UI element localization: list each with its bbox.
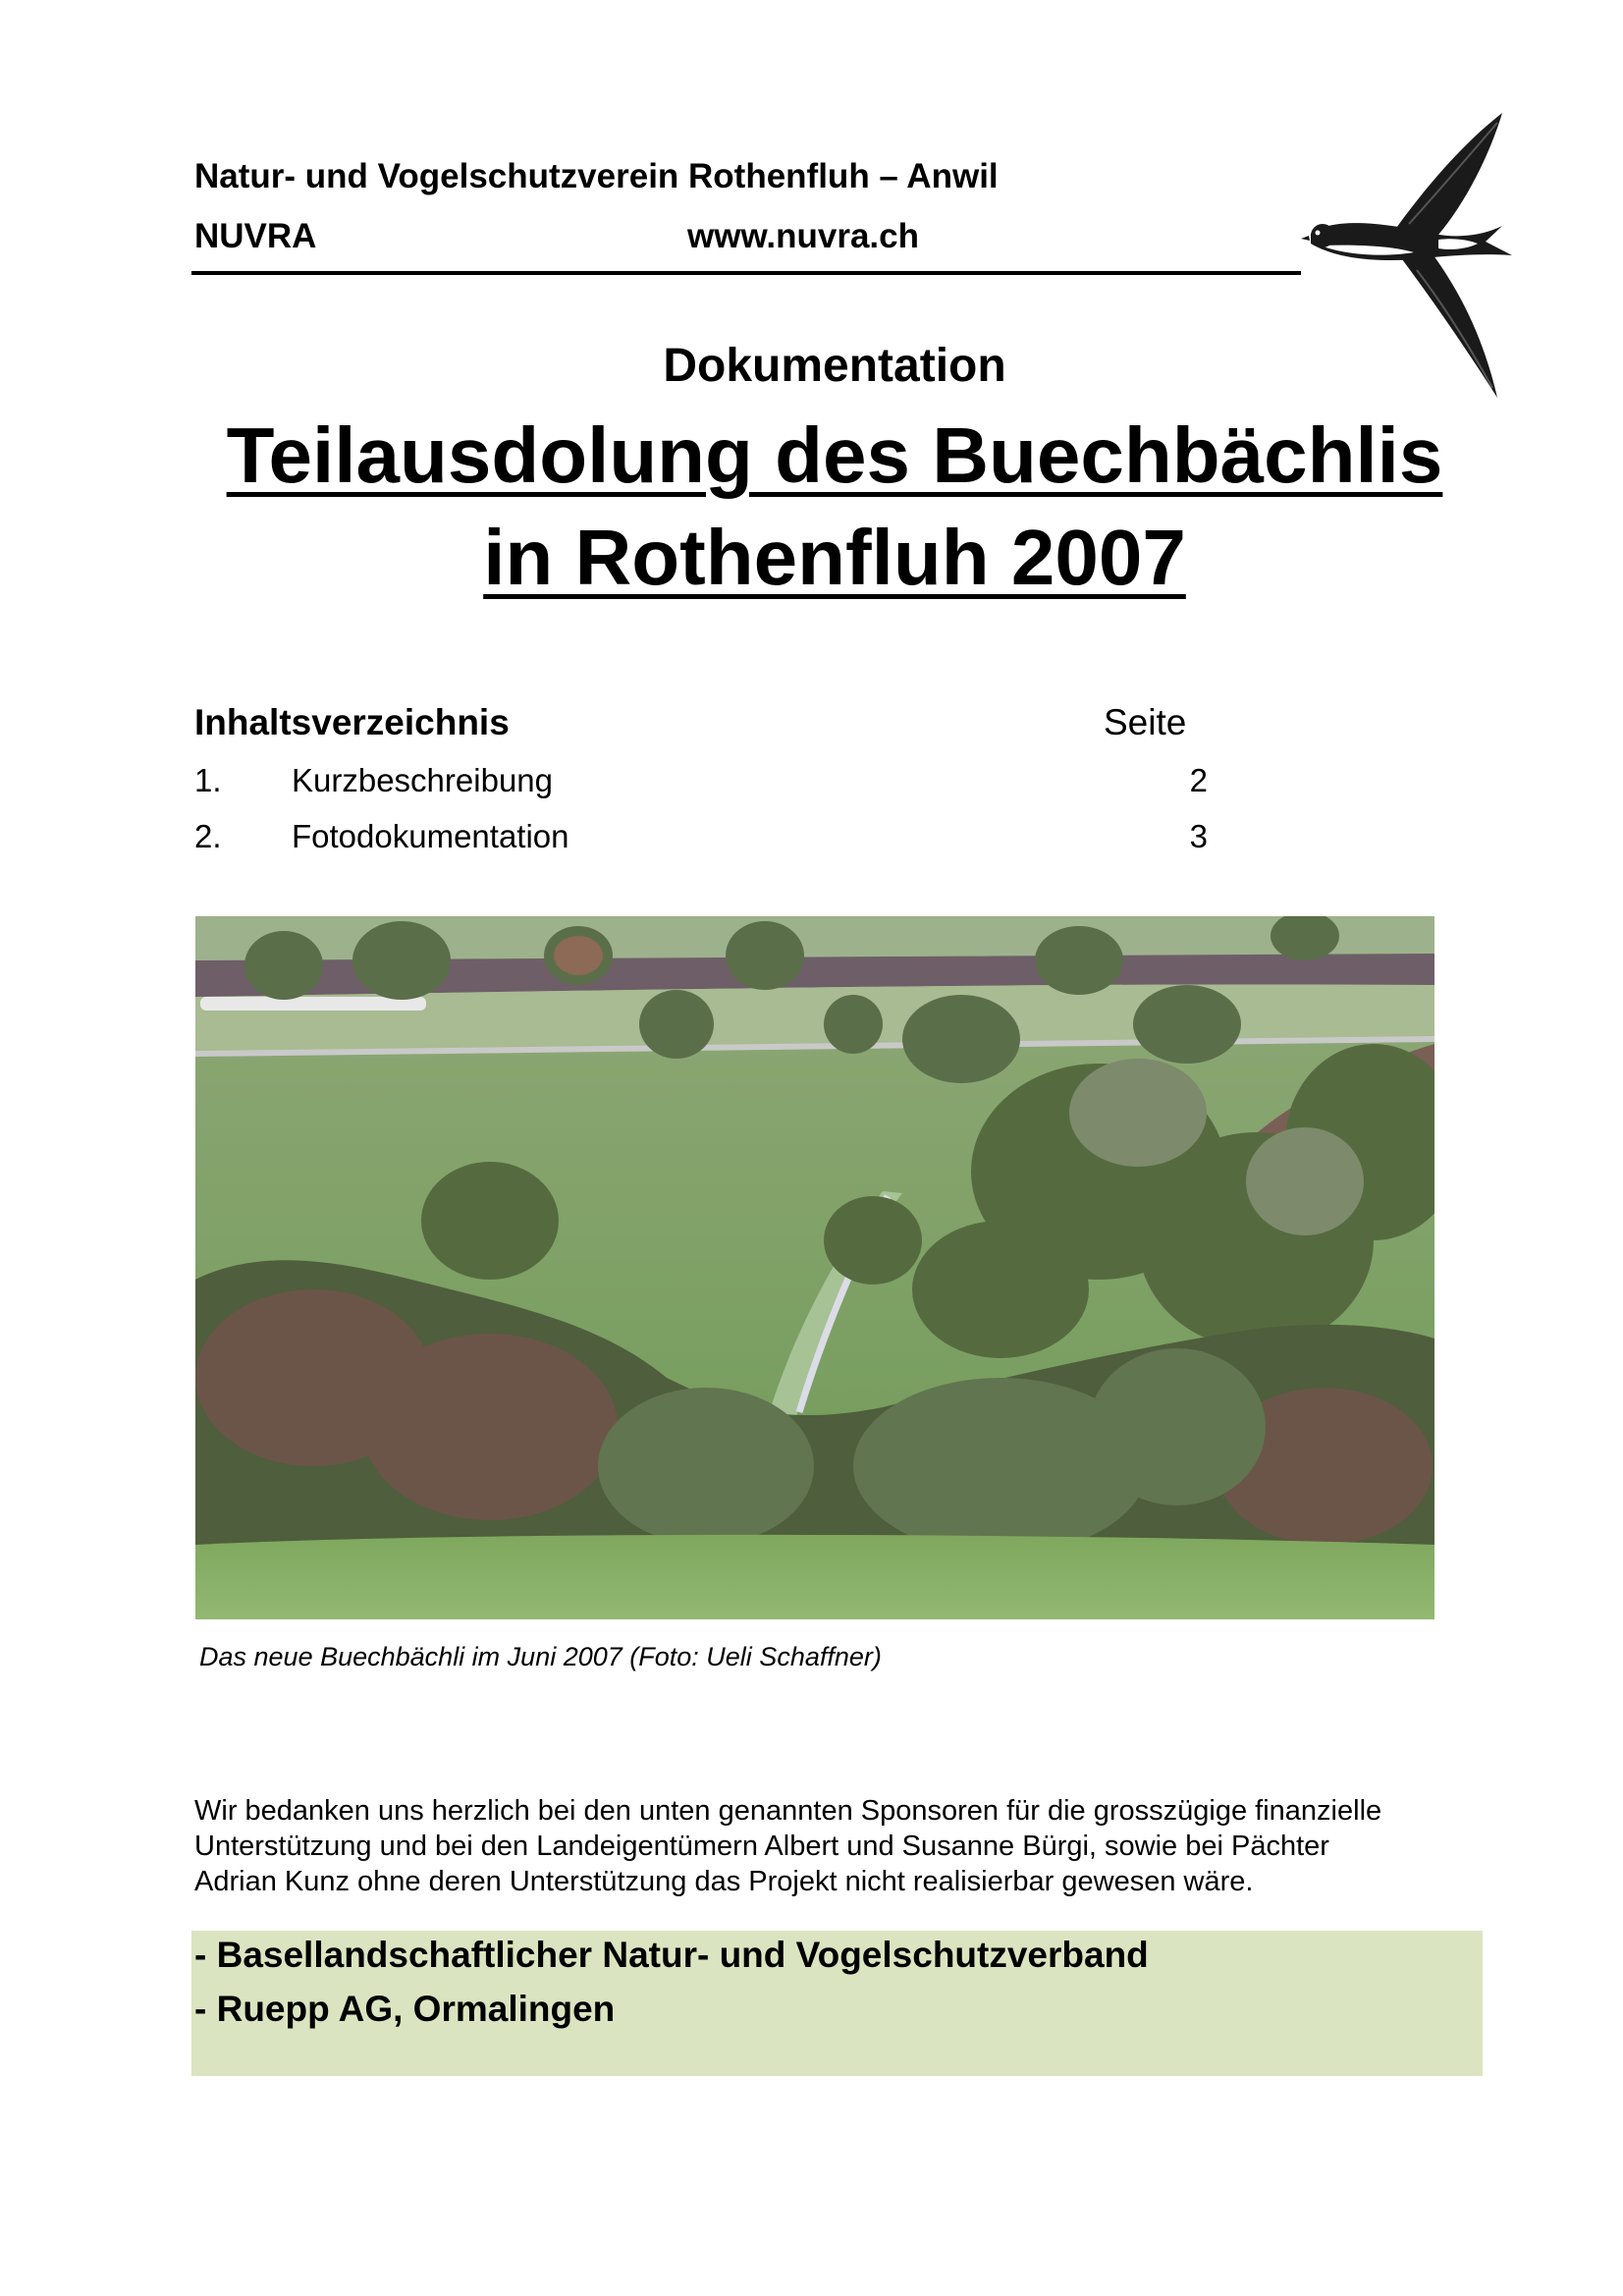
- toc-entry-1-number: 1.: [194, 762, 222, 798]
- toc-entry-2-page: 3: [1189, 818, 1208, 854]
- organization-website[interactable]: www.nuvra.ch: [687, 217, 919, 255]
- photo-caption: Das neue Buechbächli im Juni 2007 (Foto: Ueli Schaffner): [199, 1642, 882, 1671]
- title-line-2-text: in Rothenfluh 2007: [483, 514, 1186, 601]
- document-title-line-1: [0, 410, 1623, 501]
- document-title-line-2: [0, 513, 1623, 603]
- acknowledgement-paragraph: [194, 1793, 1500, 1899]
- title-line-1-text: Teilausdolung des Buechbächlis: [226, 411, 1443, 499]
- toc-entry-1-label[interactable]: Kurzbeschreibung: [292, 762, 553, 798]
- acknowledgement-line-1: Wir bedanken uns herzlich bei den unten genannten Sponsoren für die grosszügige finanzielle: [194, 1795, 1382, 1827]
- sponsor-1: - Basellandschaftlicher Natur- und Vogelschutzverband: [194, 1935, 1149, 1975]
- organization-name: Natur- und Vogelschutzverein Rothenfluh – Anwil: [194, 157, 999, 195]
- acknowledgement-line-2: Unterstützung und bei den Landeigentümern Albert und Susanne Bürgi, sowie bei Pächter: [194, 1831, 1329, 1862]
- header-divider: [191, 271, 1301, 275]
- sponsor-2: - Ruepp AG, Ormalingen: [194, 1989, 616, 2029]
- toc-entry-2-number: 2.: [194, 818, 222, 854]
- toc-entry-1-page: 2: [1189, 762, 1208, 798]
- toc-page-heading: Seite: [1104, 702, 1187, 742]
- organization-abbreviation: NUVRA: [194, 217, 317, 255]
- toc-heading: Inhaltsverzeichnis: [194, 702, 510, 742]
- acknowledgement-line-3: Adrian Kunz ohne deren Unterstützung das Projekt nicht realisierbar gewesen wäre.: [194, 1866, 1254, 1897]
- toc-entry-2-label[interactable]: Fotodokumentation: [292, 818, 569, 854]
- document-kind: Dokumentation: [663, 340, 1006, 392]
- landscape-photo: [195, 916, 1434, 1619]
